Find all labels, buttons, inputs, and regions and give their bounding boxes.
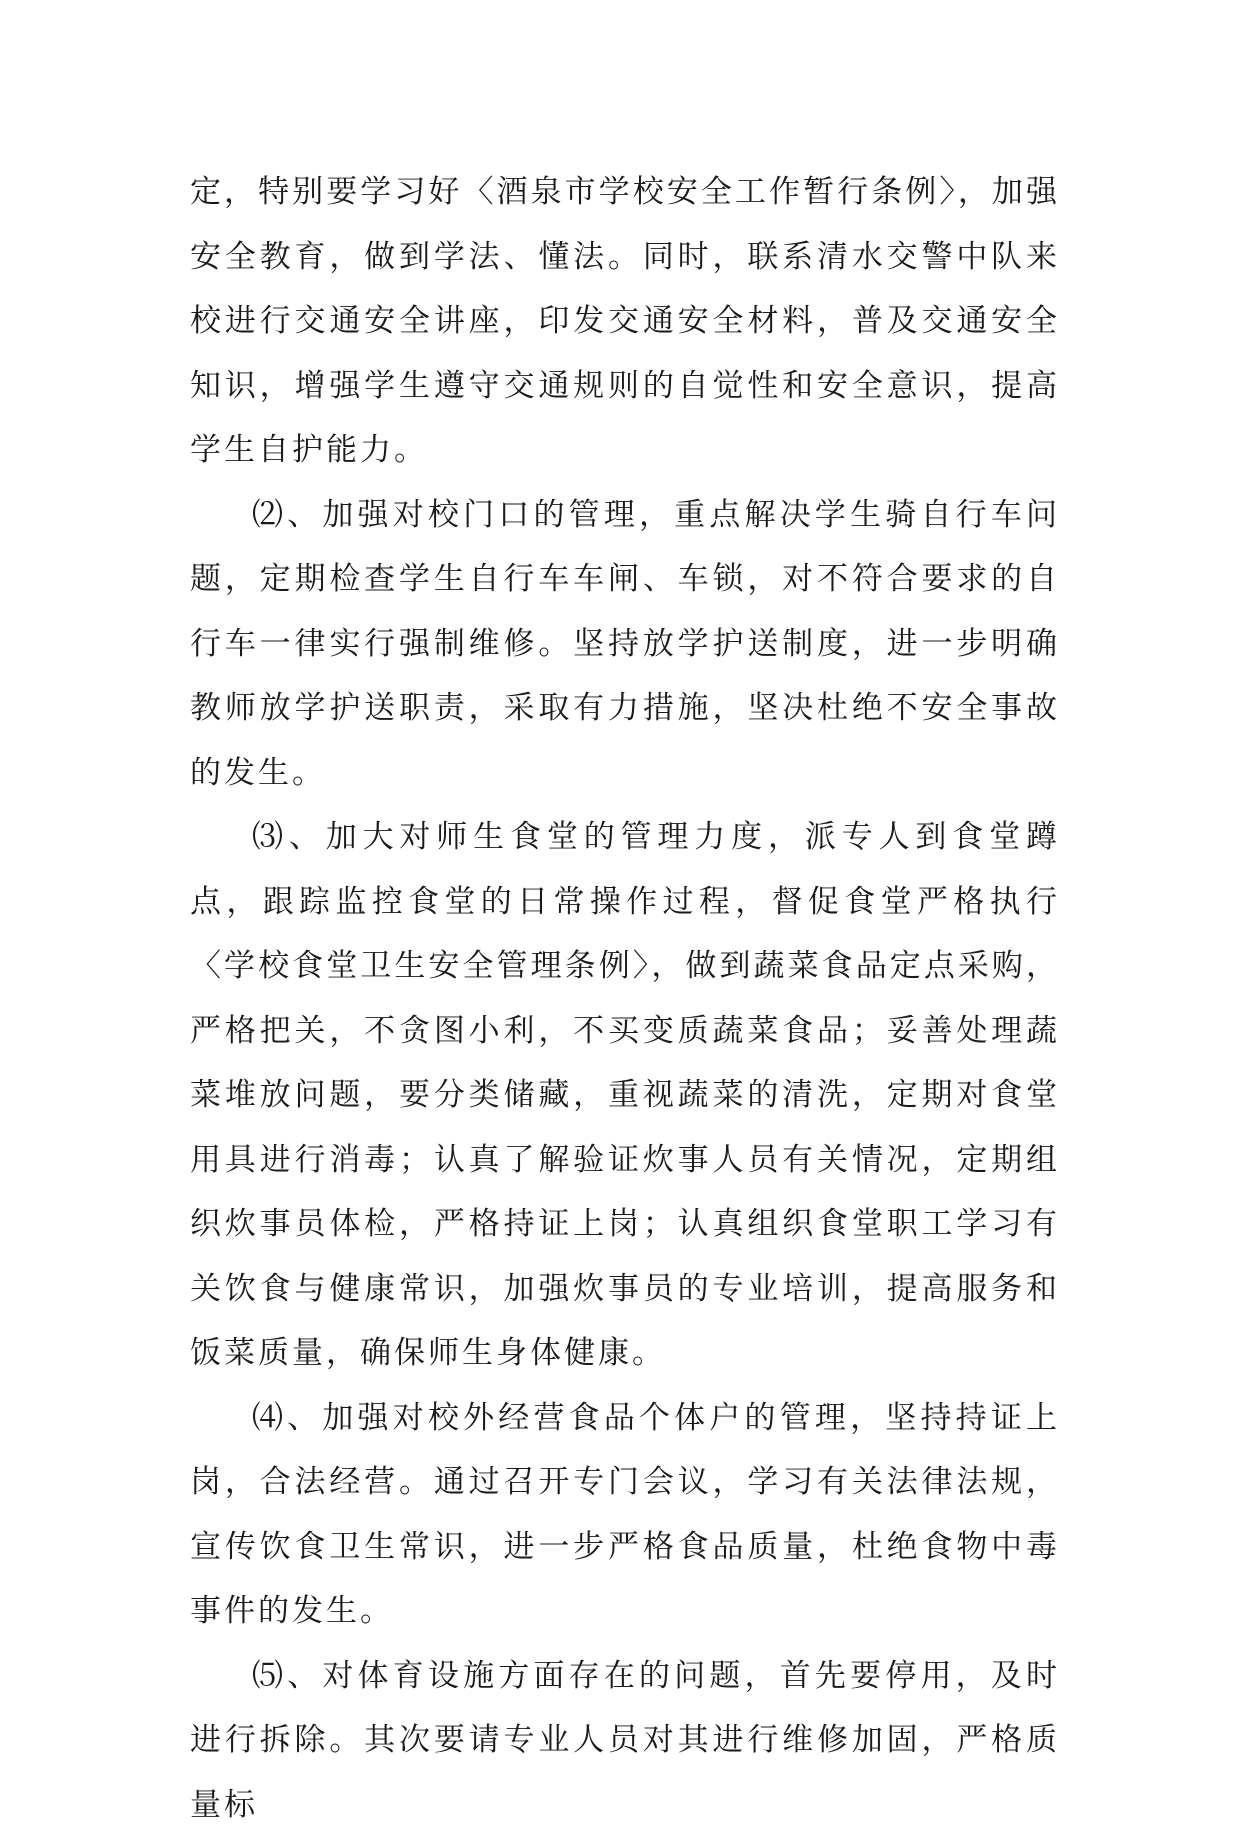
document-body (190, 160, 1060, 1837)
paragraph-item-3: ⑶、加大对师生食堂的管理力度，派专人到食堂蹲点，跟踪监控食堂的日常操作过程，督促食堂严格执行〈学校食堂卫生安全管理条例〉，做到蔬菜食品定点采购，严格把关，不贪图小利，不买变质蔬菜食品；妥善处理蔬菜堆放问题，要分类储藏，重视蔬菜的清洗，定期对食堂用具进行消毒；认真了解验证炊事人员有关情况，定期组织炊事员体检，严格持证上岗；认真组织食堂职工学习有关饮食与健康常识，加强炊事员的专业培训，提高服务和饭菜质量，确保师生身体健康。 (190, 805, 1060, 1386)
paragraph-item-2: ⑵、加强对校门口的管理，重点解决学生骑自行车问题，定期检查学生自行车车闸、车锁，对不符合要求的自行车一律实行强制维修。坚持放学护送制度，进一步明确教师放学护送职责，采取有力措施，坚决杜绝不安全事故的发生。 (190, 483, 1060, 806)
paragraph-item-4: ⑷、加强对校外经营食品个体户的管理，坚持持证上岗，合法经营。通过召开专门会议，学习有关法律法规，宣传饮食卫生常识，进一步严格食品质量，杜绝食物中毒事件的发生。 (190, 1386, 1060, 1644)
paragraph-continuation: 定，特别要学习好〈酒泉市学校安全工作暂行条例〉，加强安全教育，做到学法、懂法。同时，联系清水交警中队来校进行交通安全讲座，印发交通安全材料，普及交通安全知识，增强学生遵守交通规则的自觉性和安全意识，提高学生自护能力。 (190, 160, 1060, 483)
paragraph-item-5: ⑸、对体育设施方面存在的问题，首先要停用，及时进行拆除。其次要请专业人员对其进行维修加固，严格质量标 (190, 1644, 1060, 1837)
